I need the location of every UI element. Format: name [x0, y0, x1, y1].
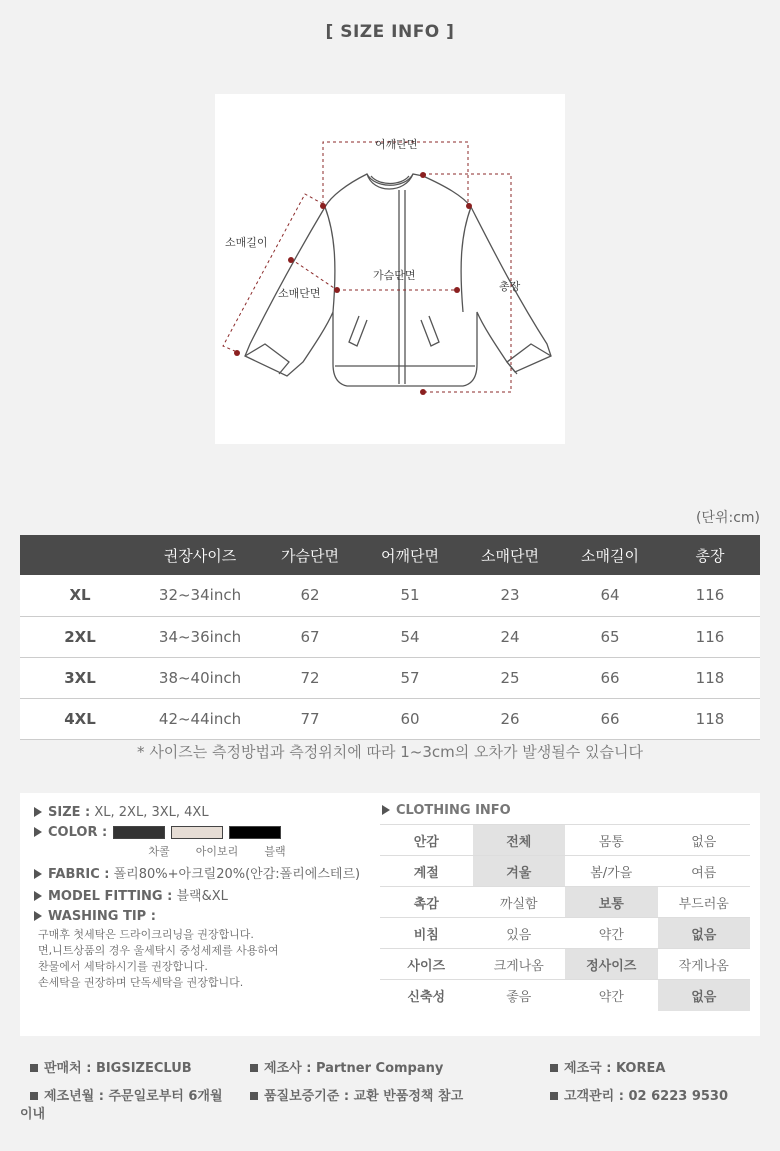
size-header-cell: 가슴단면 — [260, 535, 360, 575]
size-header-cell: 총장 — [660, 535, 760, 575]
clothing-info-row-label: 안감 — [380, 825, 473, 856]
clothing-info-option: 작게나옴 — [658, 949, 751, 980]
size-name-cell: 3XL — [20, 657, 140, 698]
table-cell: 26 — [460, 698, 560, 739]
clothing-info-option: 크게나옴 — [473, 949, 566, 980]
table-cell: 66 — [560, 698, 660, 739]
section-title: [ SIZE INFO ] — [325, 22, 455, 42]
clothing-info-row-label: 비침 — [380, 918, 473, 949]
footer-date — [30, 1085, 223, 1104]
table-cell: 65 — [560, 616, 660, 657]
clothing-info-row-label: 신축성 — [380, 980, 473, 1011]
color-name: 블랙 — [264, 845, 286, 858]
size-table-header-row — [20, 535, 760, 575]
clothing-info-row-label: 촉감 — [380, 887, 473, 918]
table-cell: 23 — [460, 575, 560, 616]
square-bullet-icon — [550, 1092, 558, 1100]
square-bullet-icon — [30, 1092, 38, 1100]
footer-maker-value: Partner Company — [315, 1061, 444, 1076]
footer-cs-value: 02 6223 9530 — [628, 1089, 729, 1104]
table-cell: 60 — [360, 698, 460, 739]
table-cell: 57 — [360, 657, 460, 698]
color-info-label: COLOR : — [48, 825, 108, 840]
clothing-info-table — [380, 824, 750, 1011]
footer-cs — [550, 1085, 728, 1104]
clothing-info-row-label: 사이즈 — [380, 949, 473, 980]
table-cell: 67 — [260, 616, 360, 657]
footer-seller-value: BIGSIZECLUB — [95, 1061, 192, 1076]
size-header-cell: 어깨단면 — [360, 535, 460, 575]
clothing-info-option-selected: 없음 — [658, 980, 751, 1011]
clothing-info-title-text: CLOTHING INFO — [396, 803, 511, 818]
table-row — [20, 698, 760, 739]
table-row — [20, 575, 760, 616]
fabric-line — [34, 865, 384, 885]
square-bullet-icon — [550, 1064, 558, 1072]
clothing-info-title — [382, 803, 511, 818]
size-info-value: XL, 2XL, 3XL, 4XL — [94, 805, 209, 820]
footer-warranty-label: 품질보증기준 : — [264, 1089, 350, 1104]
table-cell: 77 — [260, 698, 360, 739]
square-bullet-icon — [30, 1064, 38, 1072]
shoulder-label: 어깨단면 — [375, 138, 418, 151]
footer-seller — [30, 1057, 192, 1076]
footer-country-value: KOREA — [615, 1061, 666, 1076]
clothing-info-option-selected: 보통 — [565, 887, 658, 918]
clothing-info-option: 있음 — [473, 918, 566, 949]
clothing-info-row — [380, 918, 750, 949]
table-cell: 51 — [360, 575, 460, 616]
washing-line — [34, 907, 384, 927]
size-info-label: SIZE : — [48, 805, 91, 820]
clothing-info-option-selected: 정사이즈 — [565, 949, 658, 980]
washing-tip-line: 찬물에서 세탁하시기를 권장합니다. — [38, 960, 208, 973]
table-cell: 24 — [460, 616, 560, 657]
table-cell: 118 — [660, 657, 760, 698]
clothing-info-row — [380, 887, 750, 918]
footer-date-text — [44, 1089, 223, 1104]
product-info-box — [20, 793, 760, 1036]
footer-date-cont — [20, 1103, 45, 1122]
color-swatch-ivory — [171, 826, 223, 839]
fabric-label: FABRIC : — [48, 867, 110, 882]
square-bullet-icon — [250, 1092, 258, 1100]
table-cell: 38~40inch — [140, 657, 260, 698]
size-header-cell: 소매길이 — [560, 535, 660, 575]
clothing-info-row — [380, 856, 750, 887]
footer-cs-label: 고객관리 : — [564, 1089, 624, 1104]
clothing-info-option: 까실함 — [473, 887, 566, 918]
washing-tips — [34, 927, 384, 991]
footer-warranty-value: 교환 반품정책 참고 — [353, 1089, 464, 1104]
table-cell: 54 — [360, 616, 460, 657]
clothing-info-option: 약간 — [565, 980, 658, 1011]
chest-label: 가슴단면 — [373, 269, 416, 282]
footer-country-label: 제조국 : — [564, 1061, 612, 1076]
clothing-info-row — [380, 949, 750, 980]
size-table — [20, 535, 760, 740]
model-label: MODEL FITTING : — [48, 889, 173, 904]
clothing-info-option: 부드러움 — [658, 887, 751, 918]
clothing-info-option: 약간 — [565, 918, 658, 949]
clothing-info-option: 여름 — [658, 856, 751, 887]
table-row — [20, 616, 760, 657]
clothing-info-row-label: 계절 — [380, 856, 473, 887]
color-swatch-charcoal — [113, 826, 165, 839]
clothing-info-option-selected: 겨울 — [473, 856, 566, 887]
table-cell: 62 — [260, 575, 360, 616]
footer-date-value-cont: 이내 — [20, 1107, 46, 1122]
size-note: * 사이즈는 측정방법과 측정위치에 따라 1~3cm의 오차가 발생될수 있습니다 — [137, 743, 643, 761]
unit-label: (단위:cm) — [695, 510, 760, 526]
clothing-info-row — [380, 980, 750, 1011]
footer-seller-label: 판매처 : — [44, 1061, 92, 1076]
fabric-value: 폴리80%+아크릴20%(안감:폴리에스테르) — [113, 867, 361, 882]
footer-warranty — [250, 1085, 463, 1104]
table-cell: 42~44inch — [140, 698, 260, 739]
triangle-bullet-icon — [34, 911, 42, 921]
size-line — [34, 803, 384, 823]
size-name-cell: 2XL — [20, 616, 140, 657]
triangle-bullet-icon — [382, 805, 390, 815]
clothing-info-option: 몸통 — [565, 825, 658, 856]
triangle-bullet-icon — [34, 827, 42, 837]
jacket-measurement-diagram — [215, 94, 565, 444]
clothing-info-option: 없음 — [658, 825, 751, 856]
table-cell: 32~34inch — [140, 575, 260, 616]
size-header-cell: 소매단면 — [460, 535, 560, 575]
washing-tip-line: 면,니트상품의 경우 울세탁시 중성세제를 사용하여 — [38, 944, 279, 957]
size-header-cell — [20, 535, 140, 575]
table-cell: 116 — [660, 616, 760, 657]
clothing-info-row — [380, 825, 750, 856]
clothing-info-option: 좋음 — [473, 980, 566, 1011]
footer-warranty-text — [264, 1089, 463, 1104]
table-cell: 66 — [560, 657, 660, 698]
total-length-label: 총장 — [499, 280, 521, 293]
footer-country-text — [564, 1061, 665, 1076]
footer-seller-text — [44, 1061, 192, 1076]
table-cell: 72 — [260, 657, 360, 698]
square-bullet-icon — [250, 1064, 258, 1072]
clothing-info-option-selected: 전체 — [473, 825, 566, 856]
footer-date-value: 주문일로부터 6개월 — [108, 1089, 223, 1104]
size-name-cell: XL — [20, 575, 140, 616]
model-line — [34, 887, 384, 907]
table-cell: 64 — [560, 575, 660, 616]
sleeve-length-label: 소매길이 — [225, 236, 268, 249]
table-cell: 118 — [660, 698, 760, 739]
footer-date-label: 제조년월 : — [44, 1089, 104, 1104]
table-cell: 116 — [660, 575, 760, 616]
color-name: 아이보리 — [195, 845, 239, 858]
product-details — [34, 803, 384, 991]
clothing-info-option-selected: 없음 — [658, 918, 751, 949]
footer-cs-text — [564, 1089, 728, 1104]
washing-label: WASHING TIP : — [48, 909, 156, 924]
table-row — [20, 657, 760, 698]
color-swatch-black — [229, 826, 281, 839]
sleeve-width-label: 소매단면 — [278, 287, 321, 300]
triangle-bullet-icon — [34, 891, 42, 901]
size-header-cell: 권장사이즈 — [140, 535, 260, 575]
footer-maker — [250, 1057, 443, 1076]
footer-country — [550, 1057, 665, 1076]
footer-maker-text — [264, 1061, 443, 1076]
table-cell: 34~36inch — [140, 616, 260, 657]
color-line — [34, 823, 384, 843]
footer-maker-label: 제조사 : — [264, 1061, 312, 1076]
triangle-bullet-icon — [34, 869, 42, 879]
model-value: 블랙&XL — [176, 889, 228, 904]
color-name: 차콜 — [148, 845, 170, 858]
table-cell: 25 — [460, 657, 560, 698]
color-names — [130, 843, 304, 859]
washing-tip-line: 구매후 첫세탁은 드라이크리닝을 권장합니다. — [38, 928, 254, 941]
washing-tip-line: 손세탁을 권장하며 단독세탁을 권장합니다. — [38, 976, 244, 989]
size-name-cell: 4XL — [20, 698, 140, 739]
triangle-bullet-icon — [34, 807, 42, 817]
clothing-info-option: 봄/가을 — [565, 856, 658, 887]
